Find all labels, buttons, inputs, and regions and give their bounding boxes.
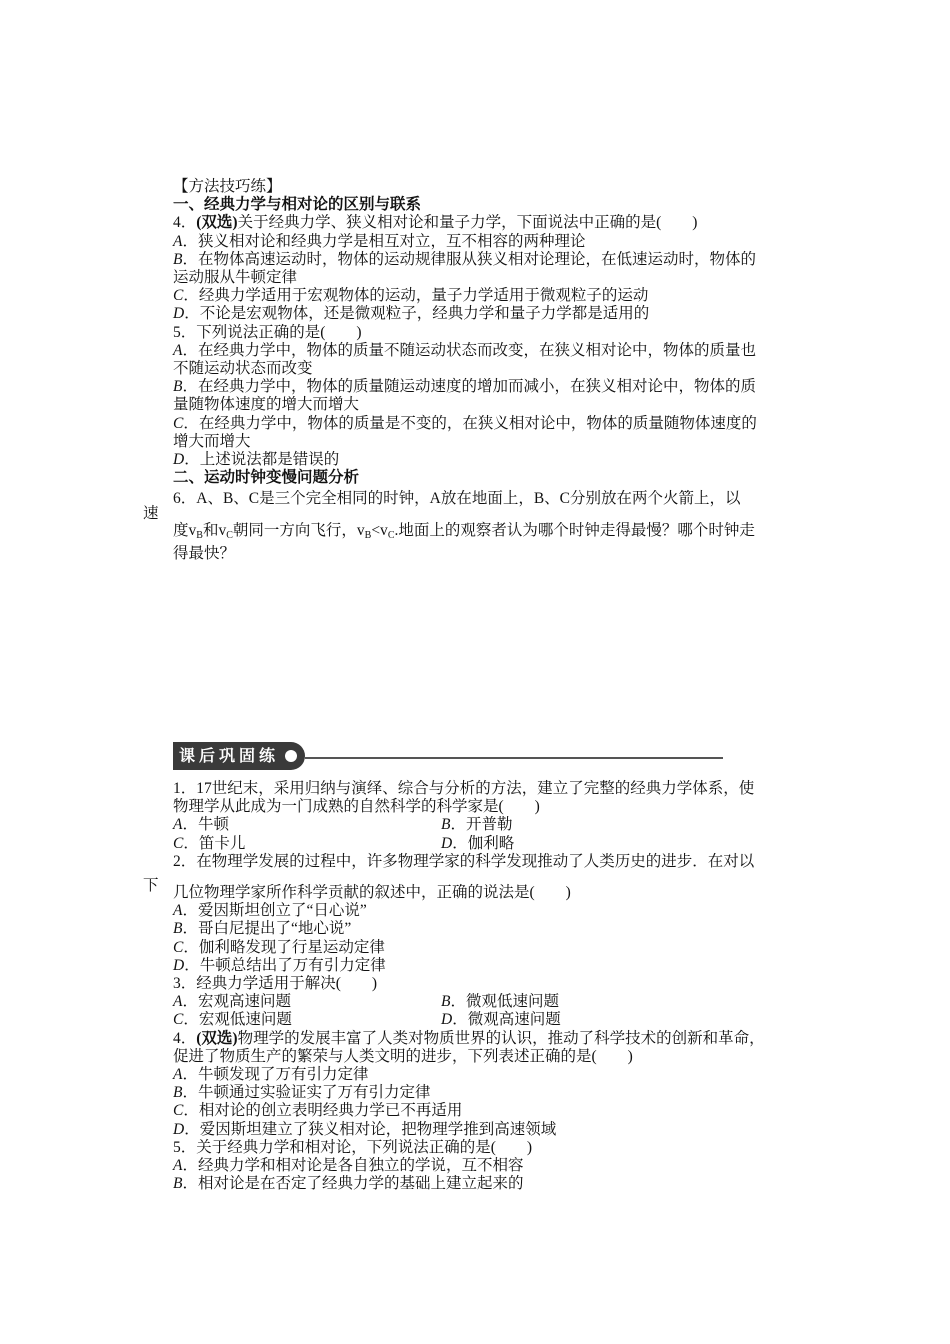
option-b bbox=[173, 920, 813, 938]
option-b bbox=[173, 378, 813, 396]
text-span: ．在物体高速运动时，物体的运动规律服从狭义相对论理论，在低速运动时，物体的 bbox=[182, 250, 756, 268]
text-span: C bbox=[173, 287, 184, 305]
question-4-line-1 bbox=[173, 1030, 813, 1048]
text-span: B bbox=[196, 529, 203, 541]
option-c bbox=[173, 1011, 441, 1029]
option-a bbox=[173, 342, 813, 360]
text-span: A bbox=[173, 993, 183, 1011]
options-row bbox=[173, 1011, 813, 1029]
option-c bbox=[173, 939, 813, 957]
text-span: D bbox=[173, 956, 185, 974]
text-span: ．在经典力学中，物体的质量不随运动状态而改变，在狭义相对论中，物体的质量也 bbox=[182, 341, 756, 359]
text-span: C bbox=[387, 529, 395, 541]
text-span: C bbox=[173, 938, 184, 956]
wrapped-char: 速 bbox=[143, 505, 159, 522]
text-span: ．牛顿总结出了万有引力定律 bbox=[184, 956, 386, 974]
text-span: A bbox=[173, 1066, 183, 1084]
text-span: ．牛顿发现了万有引力定律 bbox=[182, 1066, 369, 1084]
options-row bbox=[173, 816, 813, 834]
option-b bbox=[173, 251, 813, 269]
text-span: A bbox=[173, 341, 183, 359]
question-4-line-2: 促进了物质生产的繁荣与人类文明的进步，下列表述正确的是( ) bbox=[173, 1047, 633, 1065]
text-span: D bbox=[441, 1011, 453, 1029]
text-span: ．狭义相对论和经典力学是相互对立，互不相容的两种理论 bbox=[182, 232, 586, 250]
text-span: ．相对论的创立表明经典力学已不再适用 bbox=[183, 1102, 463, 1120]
subsection-heading-1: 一、经典力学与相对论的区别与联系 bbox=[173, 196, 422, 214]
question-2-line-2: 几位物理学家所作科学贡献的叙述中，正确的说法是( ) bbox=[173, 884, 571, 902]
option-b-cont: 运动服从牛顿定律 bbox=[173, 269, 298, 287]
text-span: ．哥白尼提出了“地心说” bbox=[182, 920, 352, 938]
text-span: B bbox=[173, 250, 183, 268]
text-span: C bbox=[226, 529, 233, 541]
text-span: ．笛卡儿 bbox=[183, 834, 246, 852]
text-span: 4． bbox=[173, 1029, 197, 1047]
text-span: ．爱因斯坦建立了狭义相对论，把物理学推到高速领域 bbox=[184, 1120, 557, 1138]
subsection-heading-2: 二、运动时钟变慢问题分析 bbox=[173, 469, 360, 487]
option-b-cont: 量随物体速度的增大而增大 bbox=[173, 396, 360, 414]
text-span: ．经典力学适用于宏观物体的运动，量子力学适用于微观粒子的运动 bbox=[183, 287, 649, 305]
text-span: ．微观低速问题 bbox=[450, 993, 559, 1011]
option-c bbox=[173, 1102, 813, 1120]
text-span: ．宏观高速问题 bbox=[182, 993, 291, 1011]
question-5-stem: 5．下列说法正确的是( ) bbox=[173, 323, 362, 341]
text-span: ．在经典力学中，物体的质量是不变的，在狭义相对论中，物体的质量随物体速度的 bbox=[183, 414, 757, 432]
text-span: (双选) bbox=[196, 1029, 238, 1047]
text-span: D bbox=[173, 451, 185, 469]
options-row bbox=[173, 993, 813, 1011]
option-a bbox=[173, 993, 441, 1011]
option-d bbox=[173, 451, 813, 469]
text-span: C bbox=[173, 1011, 184, 1029]
option-d bbox=[173, 1121, 813, 1139]
options-row bbox=[173, 835, 813, 853]
text-span: A bbox=[173, 232, 183, 250]
option-b bbox=[441, 816, 512, 834]
question-1-line-2: 物理学从此成为一门成熟的自然科学的科学家是( ) bbox=[173, 798, 540, 816]
text-span: B bbox=[441, 993, 451, 1011]
text-span: ．经典力学和相对论是各自独立的学说，互不相容 bbox=[182, 1157, 524, 1175]
option-a bbox=[173, 1066, 813, 1084]
text-span: ．牛顿通过实验证实了万有引力定律 bbox=[182, 1084, 431, 1102]
text-span: ．伽利略发现了行星运动定律 bbox=[183, 938, 385, 956]
text-span: B bbox=[173, 1084, 183, 1102]
text-span: ．在经典力学中，物体的质量随运动速度的增加而减小，在狭义相对论中，物体的质 bbox=[182, 378, 756, 396]
text-span: ．爱因斯坦创立了“日心说” bbox=[182, 902, 367, 920]
text-span: 关于经典力学、狭义相对论和量子力学，下面说法中正确的是( ) bbox=[237, 214, 698, 232]
text-span: 度v bbox=[173, 521, 197, 539]
text-span: D bbox=[441, 834, 453, 852]
text-span: ．开普勒 bbox=[450, 816, 513, 834]
method-practice-section bbox=[173, 178, 813, 563]
option-c bbox=[173, 835, 441, 853]
text-span: 和v bbox=[202, 521, 227, 539]
text-span: D bbox=[173, 1120, 185, 1138]
text-span: <v bbox=[371, 521, 388, 539]
text-span: D bbox=[173, 305, 185, 323]
option-d bbox=[441, 1011, 561, 1029]
after-class-practice-section bbox=[173, 780, 813, 1193]
option-d bbox=[173, 305, 813, 323]
question-3-line-1: 3．经典力学适用于解决( ) bbox=[173, 975, 378, 993]
text-span: ．相对论是在否定了经典力学的基础上建立起来的 bbox=[182, 1175, 524, 1193]
text-span: .地面上的观察者认为哪个时钟走得最慢？哪个时钟走 bbox=[394, 521, 755, 539]
question-1-line-1: 1．17世纪末，采用归纳与演绎、综合与分析的方法，建立了完整的经典力学体系，使 bbox=[173, 780, 755, 797]
text-span: ．上述说法都是错误的 bbox=[184, 451, 340, 469]
question-6-line-2 bbox=[173, 522, 813, 545]
option-c-cont: 增大而增大 bbox=[173, 432, 251, 450]
section-header: 【方法技巧练】 bbox=[173, 178, 282, 195]
text-span: (双选) bbox=[196, 214, 238, 232]
question-4-stem bbox=[173, 214, 813, 232]
banner-divider bbox=[305, 757, 723, 759]
text-span: 4． bbox=[173, 214, 197, 232]
text-span: 朝同一方向飞行，v bbox=[232, 521, 365, 539]
question-6-line-3: 得最快？ bbox=[173, 544, 236, 562]
text-span: C bbox=[173, 834, 184, 852]
text-span: B bbox=[441, 816, 451, 834]
question-2-line-1: 2．在物理学发展的过程中，许多物理学家的科学发现推动了人类历史的进步．在对以 bbox=[173, 852, 755, 870]
banner-dot-icon bbox=[285, 750, 297, 762]
wrapped-char: 下 bbox=[143, 877, 159, 894]
option-a bbox=[173, 1157, 813, 1175]
option-b bbox=[173, 1175, 813, 1193]
text-span: C bbox=[173, 414, 184, 432]
text-span: ．宏观低速问题 bbox=[183, 1011, 292, 1029]
question-5-line-1: 5．关于经典力学和相对论，下列说法正确的是( ) bbox=[173, 1138, 533, 1156]
text-span: ．微观高速问题 bbox=[452, 1011, 561, 1029]
option-c bbox=[173, 415, 813, 433]
text-span: A bbox=[173, 902, 183, 920]
text-span: ．不论是宏观物体，还是微观粒子，经典力学和量子力学都是适用的 bbox=[184, 305, 650, 323]
question-6-line-1: 6．A、B、C是三个完全相同的时钟，A放在地面上，B、C分别放在两个火箭上，以 bbox=[173, 490, 741, 508]
text-span: ．伽利略 bbox=[452, 834, 515, 852]
option-a bbox=[173, 233, 813, 251]
text-span: A bbox=[173, 816, 183, 834]
banner-label: 课后巩固练 bbox=[173, 742, 305, 770]
text-span: C bbox=[173, 1102, 184, 1120]
text-span: A bbox=[173, 1157, 183, 1175]
text-span: B bbox=[173, 378, 183, 396]
text-span: B bbox=[173, 920, 183, 938]
text-span: ．牛顿 bbox=[182, 816, 229, 834]
text-span: B bbox=[364, 529, 372, 541]
option-a-cont: 不随运动状态而改变 bbox=[173, 360, 313, 378]
option-d bbox=[173, 957, 813, 975]
text-span: B bbox=[173, 1175, 183, 1193]
option-c bbox=[173, 287, 813, 305]
option-d bbox=[441, 835, 514, 853]
option-a bbox=[173, 816, 441, 834]
option-b bbox=[173, 1084, 813, 1102]
option-b bbox=[441, 993, 559, 1011]
option-a bbox=[173, 902, 813, 920]
text-span: 物理学的发展丰富了人类对物质世界的认识，推动了科学技术的创新和革命， bbox=[237, 1029, 765, 1047]
